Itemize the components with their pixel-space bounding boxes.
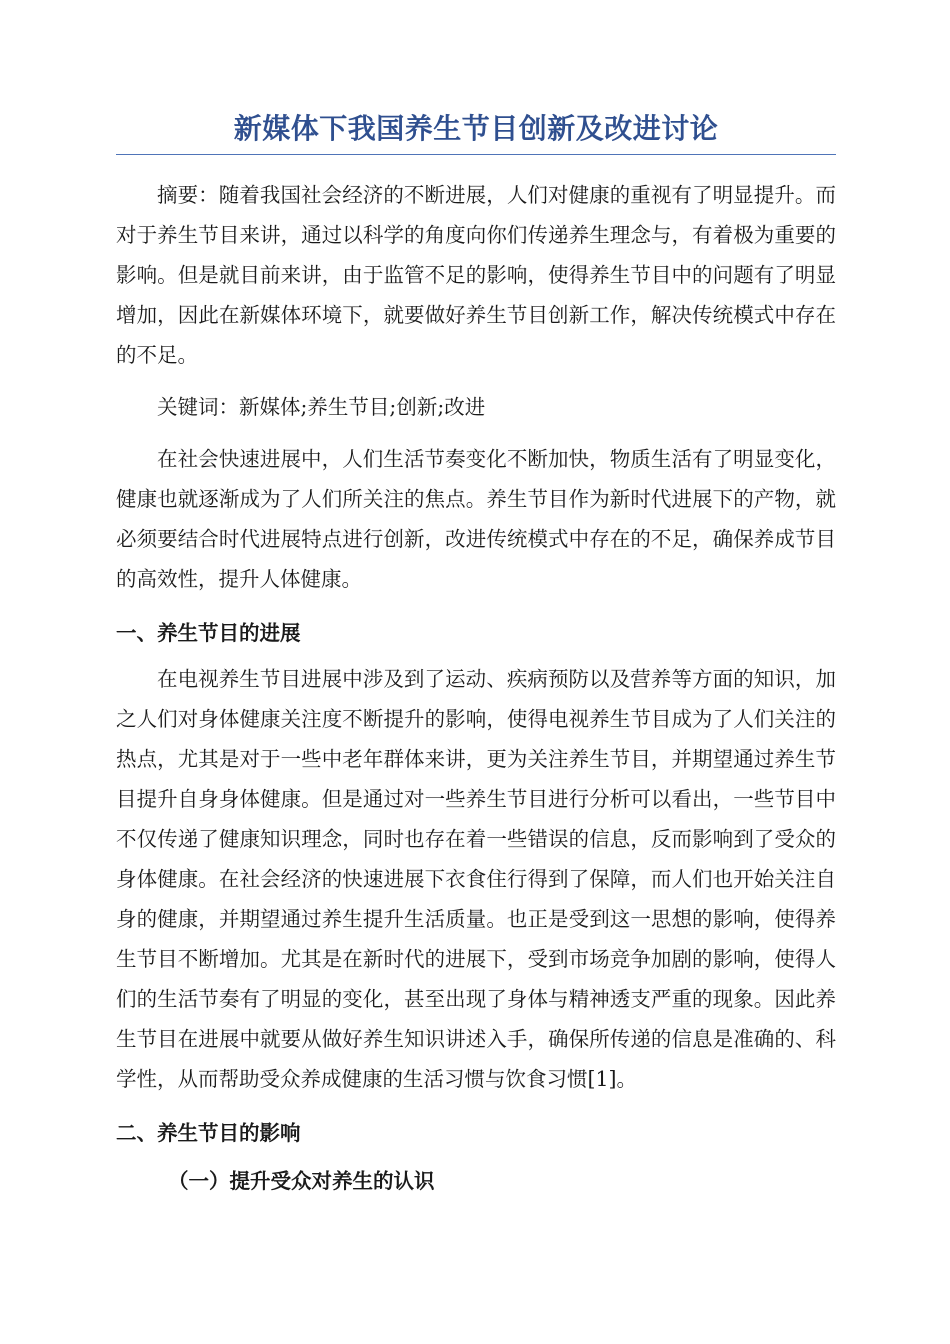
section-2-subheading: （一）提升受众对养生的认识	[168, 1169, 435, 1193]
section-2-heading: 二、养生节目的影响	[116, 1121, 301, 1145]
abstract-paragraph: 摘要：随着我国社会经济的不断进展，人们对健康的重视有了明显提升。而对于养生节目来讲，通过以科学的角度向你们传递养生理念与，有着极为重要的影响。但是就目前来讲，由于监管不足的影响，使得养生节目中的问题有了明显增加，因此在新媒体环境下，就要做好养生节目创新工作，解决传统模式中存在的不足。	[116, 183, 836, 367]
keywords-paragraph: 关键词：新媒体;养生节目;创新;改进	[157, 395, 486, 419]
section-1-body: 在电视养生节目进展中涉及到了运动、疾病预防以及营养等方面的知识，加之人们对身体健康关注度不断提升的影响，使得电视养生节目成为了人们关注的热点，尤其是对于一些中老年群体来讲，更为关注养生节目，并期望通过养生节目提升自身身体健康。但是通过对一些养生节目进行分析可以看出，一些节目中不仅传递了健康知识理念，同时也存在着一些错误的信息，反而影响到了受众的身体健康。在社会经济的快速进展下衣食住行得到了保障，而人们也开始关注自身的健康，并期望通过养生提升生活质量。也正是受到这一思想的影响，使得养生节目不断增加。尤其是在新时代的进展下，受到市场竞争加剧的影响，使得人们的生活节奏有了明显的变化，甚至出现了身体与精神透支严重的现象。因此养生节目在进展中就要从做好养生知识讲述入手，确保所传递的信息是准确的、科学性，从而帮助受众养成健康的生活习惯与饮食习惯[1]。	[116, 667, 836, 1091]
document-title: 新媒体下我国养生节目创新及改进讨论	[116, 108, 836, 155]
document-page	[116, 108, 836, 1201]
section-1-heading: 一、养生节目的进展	[116, 621, 301, 645]
intro-paragraph: 在社会快速进展中，人们生活节奏变化不断加快，物质生活有了明显变化，健康也就逐渐成为了人们所关注的焦点。养生节目作为新时代进展下的产物，就必须要结合时代进展特点进行创新，改进传统模式中存在的不足，确保养成节目的高效性，提升人体健康。	[116, 447, 836, 591]
